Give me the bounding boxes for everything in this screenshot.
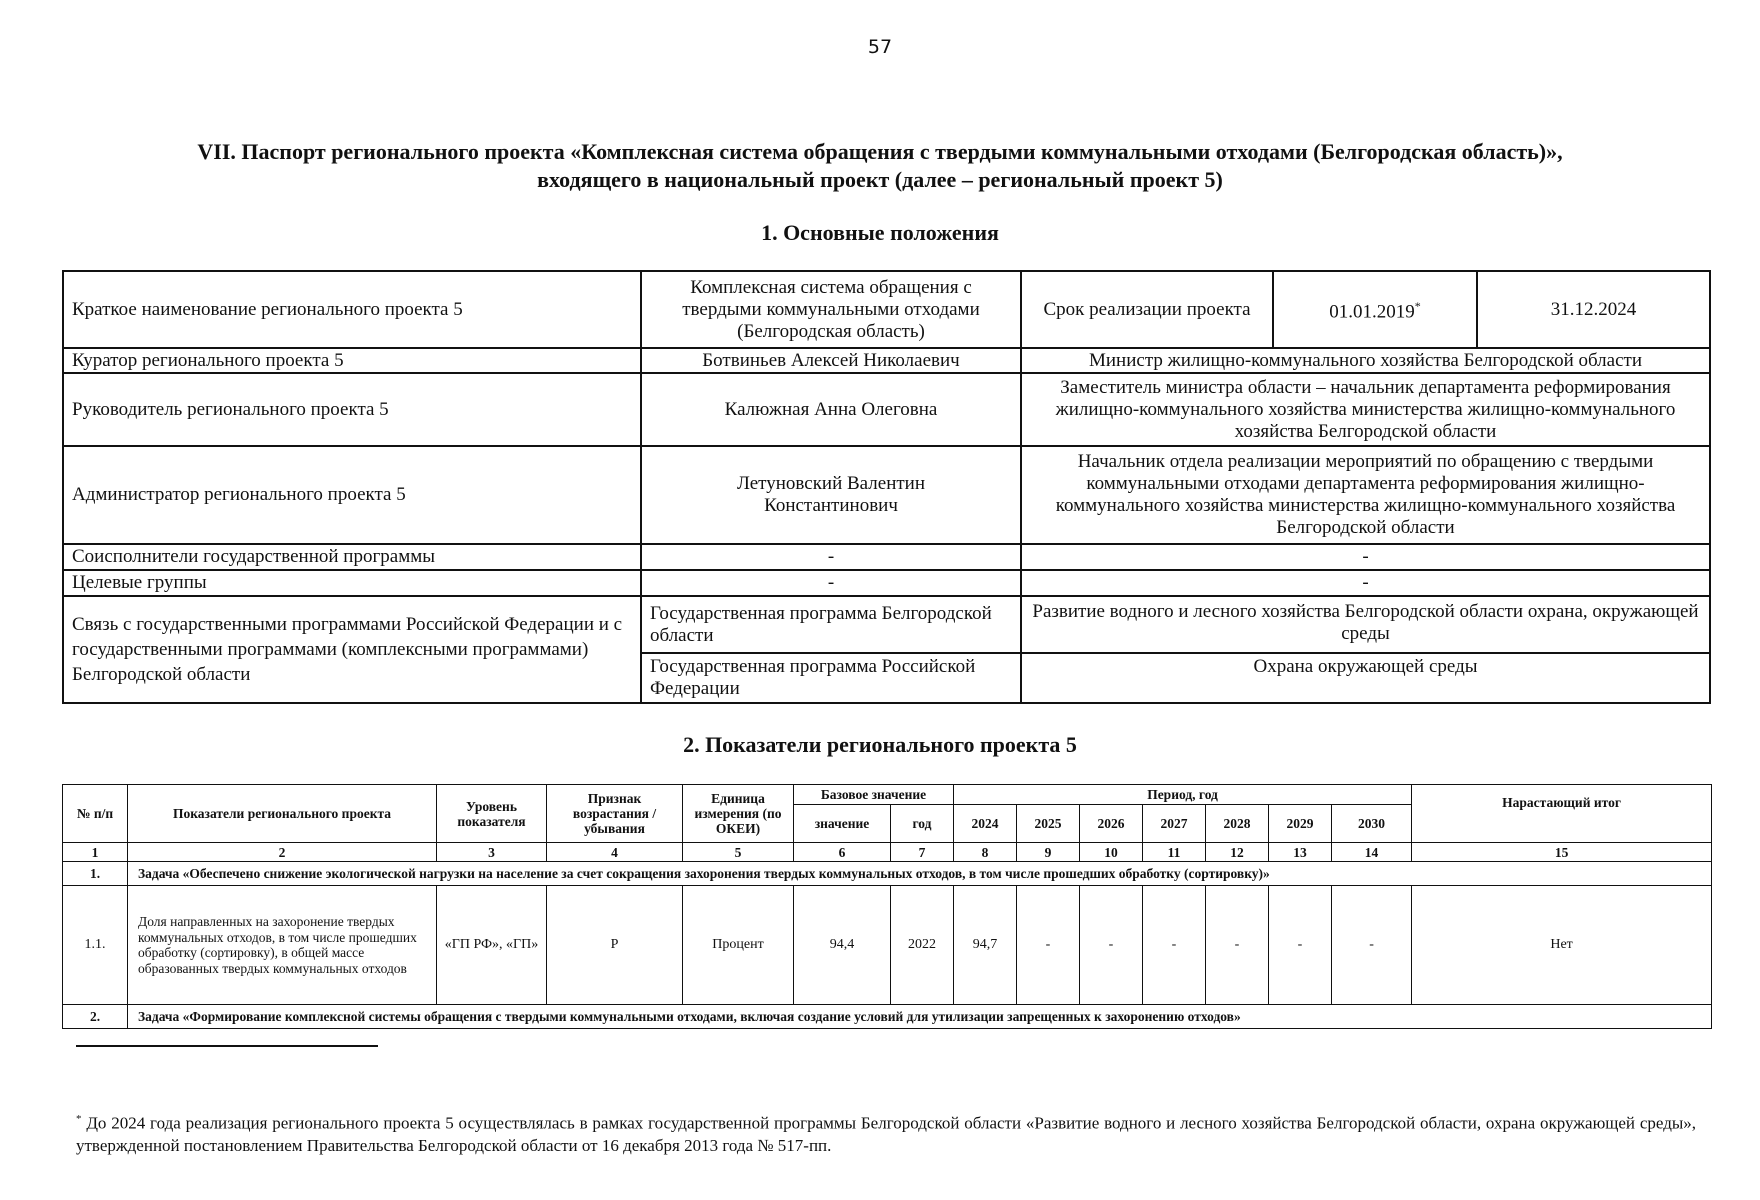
indicator-unit: Процент — [683, 886, 794, 1005]
indicator-value-2028: - — [1206, 886, 1269, 1005]
section-1-heading: 1. Основные положения — [761, 220, 999, 245]
co-executors-value-1: - — [641, 544, 1021, 570]
header-base: Базовое значение — [794, 785, 954, 805]
indicator-cumulative: Нет — [1412, 886, 1712, 1005]
header-year: 2027 — [1143, 805, 1206, 843]
indicator-level: «ГП РФ», «ГП» — [437, 886, 547, 1005]
header-base-year: год — [891, 805, 954, 843]
head-position: Заместитель министра области – начальник департамента реформирования жилищно-коммунального хозяйства министерства жилищно-коммунального хозяйства Белгородской области — [1021, 373, 1710, 446]
page-number: 57 — [867, 36, 893, 58]
header-indicator: Показатели регионального проекта — [128, 785, 437, 843]
curator-name: Ботвиньев Алексей Николаевич — [641, 348, 1021, 373]
col-number: 14 — [1332, 843, 1412, 862]
section-2-heading: 2. Показатели регионального проекта 5 — [683, 732, 1077, 757]
document-title — [60, 138, 1700, 194]
col-number: 13 — [1269, 843, 1332, 862]
indicator-name: Доля направленных на захоронение твердых коммунальных отходов, в том числе прошедших обработку (сортировку), в общей массе образованных твердых коммунальных отходов — [128, 886, 437, 1005]
header-base-value: значение — [794, 805, 891, 843]
header-level: Уровень показателя — [437, 785, 547, 843]
task-1-num: 1. — [63, 862, 128, 886]
header-unit: Единица измерения (по ОКЕИ) — [683, 785, 794, 843]
indicator-value-2027: - — [1143, 886, 1206, 1005]
col-number: 6 — [794, 843, 891, 862]
head-name: Калюжная Анна Олеговна — [641, 373, 1021, 446]
curator-position: Министр жилищно-коммунального хозяйства Белгородской области — [1021, 348, 1710, 373]
co-executors-label: Соисполнители государственной программы — [63, 544, 641, 570]
header-num: № п/п — [63, 785, 128, 843]
indicator-num: 1.1. — [63, 886, 128, 1005]
row-head — [63, 373, 1710, 446]
indicator-value-2025: - — [1017, 886, 1080, 1005]
col-number: 12 — [1206, 843, 1269, 862]
header-cumulative: Нарастающий итог — [1412, 785, 1712, 843]
admin-position: Начальник отдела реализации мероприятий по обращению с твердыми коммунальными отходами департамента реформирования жилищно-коммунального хозяйства министерства жилищно-коммунального хозяйства Белгородской области — [1021, 446, 1710, 544]
short-name-value: Комплексная система обращения с твердыми коммунальными отходами (Белгородская область) — [641, 271, 1021, 348]
col-number: 4 — [547, 843, 683, 862]
col-number: 15 — [1412, 843, 1712, 862]
footnote-text: До 2024 года реализация регионального проекта 5 осуществлялась в рамках государственной программы Белгородской области «Развитие водного и лесного хозяйства Белгородской области, охрана окружающей среды», утвержденной постановлением Правительства Белгородской области от 16 декабря 2013 года № 517-пп. — [76, 1113, 1697, 1155]
indicator-value-2029: - — [1269, 886, 1332, 1005]
row-curator — [63, 348, 1710, 373]
task-2-text: Задача «Формирование комплексной системы обращения с твердыми коммунальными отходами, включая создание условий для утилизации запрещенных к захоронению отходов» — [128, 1005, 1712, 1029]
indicator-value-2026: - — [1080, 886, 1143, 1005]
curator-label: Куратор регионального проекта 5 — [63, 348, 641, 373]
column-numbers-row — [63, 843, 1712, 862]
footnote — [76, 1108, 1696, 1157]
header-year: 2025 — [1017, 805, 1080, 843]
indicator-base-value: 94,4 — [794, 886, 891, 1005]
admin-label: Администратор регионального проекта 5 — [63, 446, 641, 544]
col-number: 5 — [683, 843, 794, 862]
col-number: 2 — [128, 843, 437, 862]
col-number: 7 — [891, 843, 954, 862]
col-number: 8 — [954, 843, 1017, 862]
col-number: 10 — [1080, 843, 1143, 862]
task-1-row — [63, 862, 1712, 886]
target-groups-value-2: - — [1021, 570, 1710, 596]
task-1-text: Задача «Обеспечено снижение экологической нагрузки на население за счет сокращения захоронения твердых коммунальных отходов, в том числе прошедших обработку (сортировку)» — [128, 862, 1712, 886]
row-short-name — [63, 271, 1710, 348]
col-number: 3 — [437, 843, 547, 862]
task-2-num: 2. — [63, 1005, 128, 1029]
title-line-1: VII. Паспорт регионального проекта «Комплексная система обращения с твердыми коммунальными отходами (Белгородская область)», — [197, 139, 1563, 164]
admin-name: Летуновский Валентин Константинович — [641, 446, 1021, 544]
header-year: 2029 — [1269, 805, 1332, 843]
term-label: Срок реализации проекта — [1021, 271, 1273, 348]
title-line-2: входящего в национальный проект (далее – региональный проект 5) — [537, 167, 1223, 192]
indicator-row — [63, 886, 1712, 1005]
footnote-separator — [76, 1045, 378, 1047]
head-label: Руководитель регионального проекта 5 — [63, 373, 641, 446]
header-year: 2026 — [1080, 805, 1143, 843]
term-end: 31.12.2024 — [1477, 271, 1710, 348]
indicator-base-year: 2022 — [891, 886, 954, 1005]
footnote-mark: * — [76, 1113, 82, 1125]
main-provisions-table — [62, 270, 1711, 704]
program-1-name: Развитие водного и лесного хозяйства Белгородской области охрана, окружающей среды — [1021, 596, 1710, 653]
term-start: 01.01.2019* — [1273, 271, 1477, 348]
program-2-name: Охрана окружающей среды — [1021, 653, 1710, 703]
target-groups-value-1: - — [641, 570, 1021, 596]
row-admin — [63, 446, 1710, 544]
row-target-groups — [63, 570, 1710, 596]
header-trend: Признак возрастания / убывания — [547, 785, 683, 843]
indicators-table — [62, 784, 1712, 1029]
program-2-type: Государственная программа Российской Федерации — [641, 653, 1021, 703]
row-co-executors — [63, 544, 1710, 570]
col-number: 9 — [1017, 843, 1080, 862]
header-year: 2028 — [1206, 805, 1269, 843]
header-year: 2024 — [954, 805, 1017, 843]
header-year: 2030 — [1332, 805, 1412, 843]
indicator-value-2030: - — [1332, 886, 1412, 1005]
col-number: 1 — [63, 843, 128, 862]
header-row-1 — [63, 785, 1712, 805]
indicator-value-2024: 94,7 — [954, 886, 1017, 1005]
row-links-1 — [63, 596, 1710, 653]
co-executors-value-2: - — [1021, 544, 1710, 570]
indicator-trend: Р — [547, 886, 683, 1005]
header-period: Период, год — [954, 785, 1412, 805]
task-2-row — [63, 1005, 1712, 1029]
target-groups-label: Целевые группы — [63, 570, 641, 596]
col-number: 11 — [1143, 843, 1206, 862]
program-1-type: Государственная программа Белгородской области — [641, 596, 1021, 653]
links-label: Связь с государственными программами Российской Федерации и с государственными программами (комплексными программами) Белгородской области — [63, 596, 641, 703]
short-name-label: Краткое наименование регионального проекта 5 — [63, 271, 641, 348]
